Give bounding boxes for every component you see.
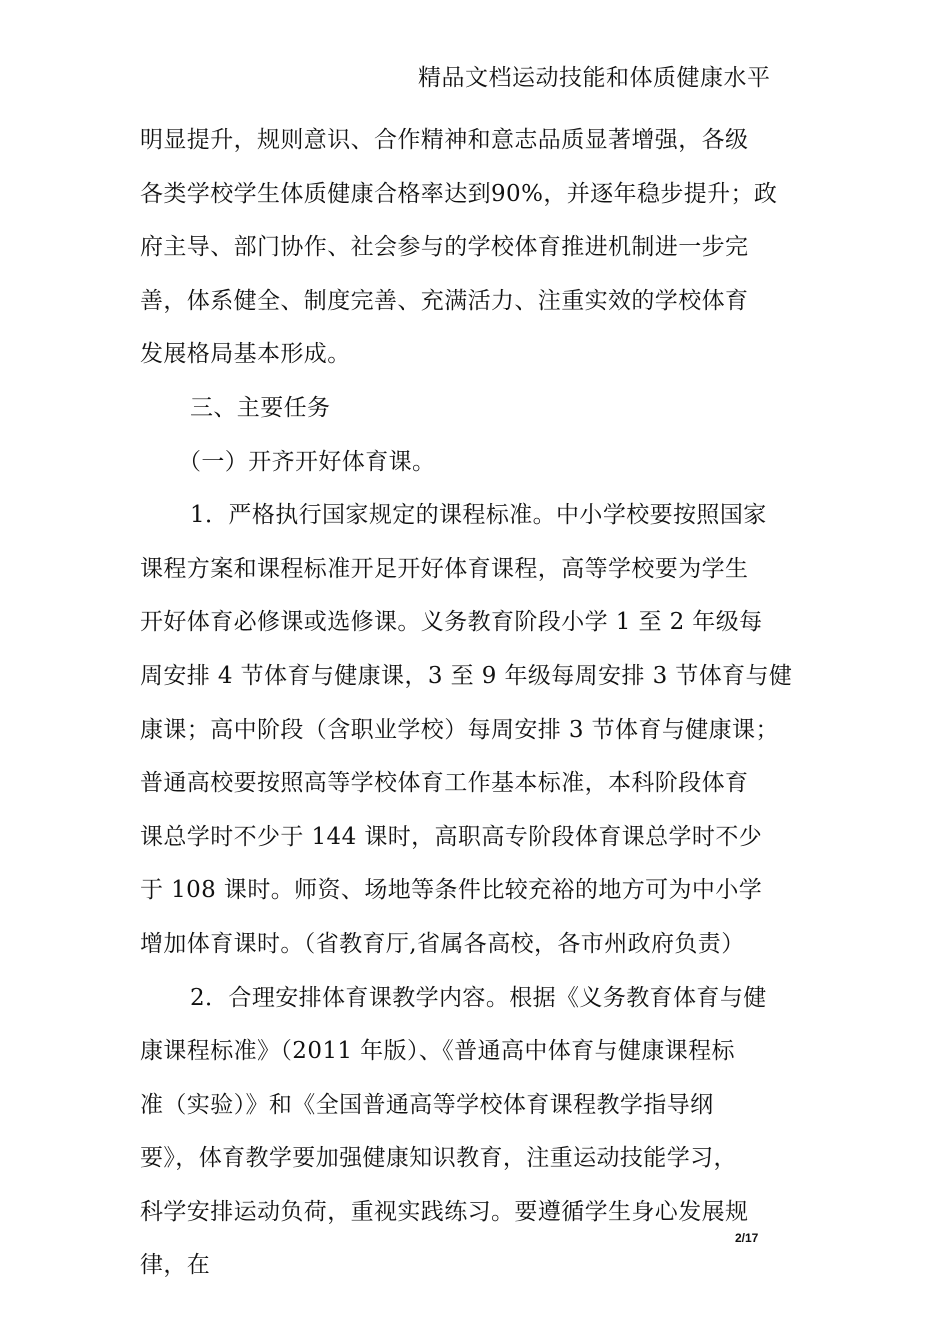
- subsection-heading: （一）开齐开好体育课。: [178, 448, 436, 475]
- paragraph-start: 1．严格执行国家规定的课程标准。中小学校要按照国家: [190, 502, 767, 529]
- body-line: 科学安排运动负荷，重视实践练习。要遵循学生身心发展规: [140, 1198, 749, 1225]
- body-text: [140, 114, 830, 1293]
- running-header: 精品文档运动技能和体质健康水平: [418, 65, 771, 91]
- body-line: 开好体育必修课或选修课。义务教育阶段小学 1 至 2 年级每: [140, 609, 763, 636]
- body-line: 康课；高中阶段（含职业学校）每周安排 3 节体育与健康课；: [140, 716, 779, 743]
- body-line: 康课程标准》（2011 年版）、《普通高中体育与健康课程标: [140, 1038, 735, 1065]
- body-line: 府主导、部门协作、社会参与的学校体育推进机制进一步完: [140, 234, 749, 261]
- body-line: 各类学校学生体质健康合格率达到90%，并逐年稳步提升；政: [140, 180, 778, 207]
- body-line: 课程方案和课程标准开足开好体育课程，高等学校要为学生: [140, 555, 749, 582]
- body-line: 周安排 4 节体育与健康课，3 至 9 年级每周安排 3 节体育与健: [140, 662, 793, 689]
- body-line: 要》，体育教学要加强健康知识教育，注重运动技能学习，: [140, 1145, 737, 1172]
- body-line: 善，体系健全、制度完善、充满活力、注重实效的学校体育: [140, 287, 749, 314]
- body-line: 增加体育课时。（省教育厅,省属各高校，各市州政府负责）: [140, 930, 745, 957]
- body-line: 准（实验）》和《全国普通高等学校体育课程教学指导纲: [140, 1091, 714, 1118]
- body-line: 发展格局基本形成。: [140, 341, 351, 368]
- body-line: 于 108 课时。师资、场地等条件比较充裕的地方可为中小学: [140, 877, 763, 904]
- body-line: 普通高校要按照高等学校体育工作基本标准，本科阶段体育: [140, 770, 749, 797]
- paragraph-start: 2．合理安排体育课教学内容。根据《义务教育体育与健: [190, 984, 767, 1011]
- page-number: 2/17: [735, 1231, 759, 1245]
- section-heading: 三、主要任务: [190, 394, 331, 421]
- body-line: 明显提升，规则意识、合作精神和意志品质显著增强，各级: [140, 127, 749, 153]
- body-line: 律，在: [140, 1252, 211, 1279]
- body-line: 课总学时不少于 144 课时，高职高专阶段体育课总学时不少: [140, 823, 763, 850]
